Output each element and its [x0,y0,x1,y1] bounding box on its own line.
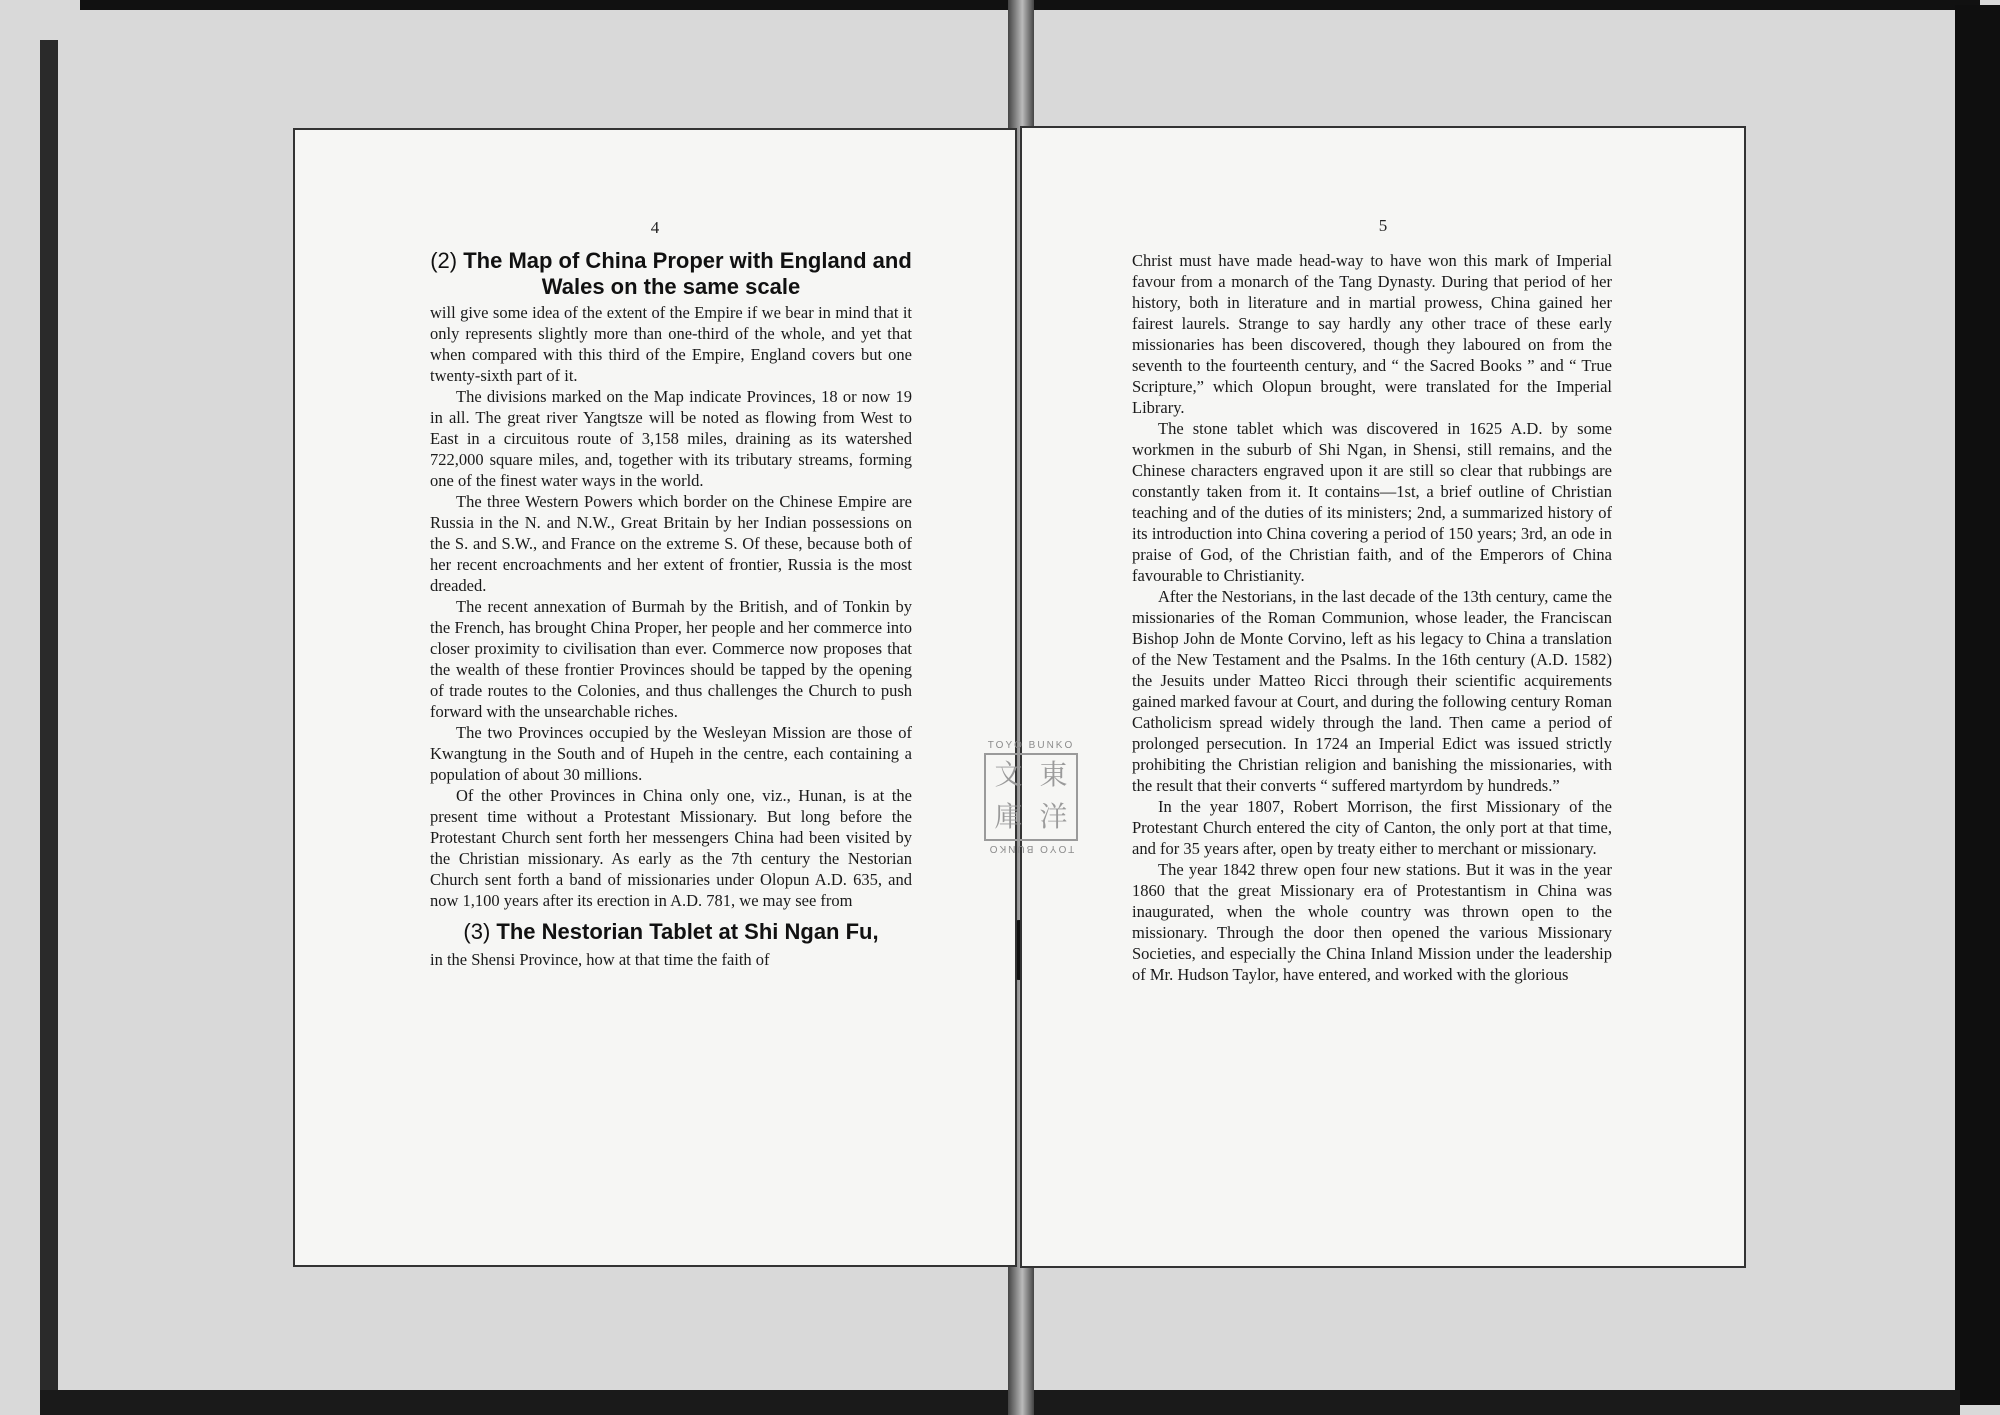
section-number: (2) [430,248,458,273]
section-heading-map [430,248,912,300]
left-page [295,130,1015,1265]
stamp-box [984,753,1078,841]
paragraph: in the Shensi Province, how at that time the faith of [430,950,770,969]
stamp-bottom-text: TOYO BUNKO [987,843,1075,854]
section-title: The Map of China Proper with England and Wales on the same scale [463,248,912,299]
stamp-char: 文 [994,758,1023,791]
stamp-char: 洋 [1039,800,1068,833]
stamp-char: 庫 [994,800,1023,833]
scan-border-left [40,40,58,1400]
stamp-top-text: TOYO BUNKO [987,740,1075,751]
paragraph: The year 1842 threw open four new stations. But it was in the year 1860 that the great Missionary era of Protestantism in China was inaugurated, when the whole country was thrown open to the missionary. Through the door then opened the various Missionary Societies, and especially the China Inland Mission under the leadership of Mr. Hudson Taylor, have entered, and worked with the glorious [1132,860,1612,984]
left-column [430,248,912,970]
stamp-char: 東 [1039,758,1068,791]
paragraph: Of the other Provinces in China only one, viz., Hunan, is at the present time without a Protestant Missionary. But long before the Protestant Church sent forth her messengers China had been visited by the Christian missionary. As early as the 7th century the Nestorian Church sent forth a band of missionaries under Olopun A.D. 635, and now 1,100 years after its erection in A.D. 781, we may see from [430,786,912,910]
page-number-left: 4 [650,218,660,237]
paragraph: The two Provinces occupied by the Wesleyan Mission are those of Kwangtung in the South and of Hupeh in the centre, each containing a population of about 30 millions. [430,723,912,784]
paragraph: will give some idea of the extent of the Empire if we bear in mind that it only represents slightly more than one-third of the whole, and yet that when compared with this third of the Empire, England covers but one twenty-sixth part of it. [430,303,912,385]
right-page [1022,128,1744,1266]
paragraph: In the year 1807, Robert Morrison, the first Missionary of the Protestant Church entered the city of Canton, the only port at that time, and for 35 years after, open by treaty either to merchant or missionary. [1132,797,1612,858]
paragraph: After the Nestorians, in the last decade of the 13th century, came the missionaries of the Roman Communion, whose leader, the Franciscan Bishop John de Monte Corvino, left as his legacy to China a translation of the New Testament and the Psalms. In the 16th century (A.D. 1582) the Jesuits under Matteo Ricci through their scientific acquirements gained marked favour at Court, and during the following century Roman Catholicism spread widely through the land. Then came a period of prolonged persecution. In 1724 an Imperial Edict was issued strictly prohibiting the Christian religion and banishing the missionaries, with the result that their converts “ suffered martyrdom by hundreds.” [1132,587,1612,795]
right-column [1132,250,1612,985]
page-number-right: 5 [1378,216,1388,235]
paragraph: Christ must have made head-way to have won this mark of Imperial favour from a monarch of the Tang Dynasty. During that period of her history, both in literature and in martial prowess, China gained her fairest laurels. Strange to say hardly any other trace of these early missionaries has been discovered, though they laboured on from the seventh to the fourteenth century, and “ the Sacred Books ” and “ True Scripture,” which Olopun brought, were translated for the Imperial Library. [1132,251,1612,417]
paragraph: The divisions marked on the Map indicate Provinces, 18 or now 19 in all. The great river Yangtsze will be noted as flowing from West to East in a circuitous route of 3,158 miles, draining as its watershed 722,000 square miles, and, together with its tributary streams, forming one of the finest water ways in the world. [430,387,912,490]
scan-border-right [1955,5,2000,1405]
paragraph: The stone tablet which was discovered in 1625 A.D. by some workmen in the suburb of Shi Ngan, in Shensi, still remains, and the Chinese characters engraved upon it are still so clear that rubbings are constantly taken from it. It contains—1st, a brief outline of Christian teaching and of the duties of its ministers; 2nd, a summarized history of its introduction into China covering a period of 150 years; 3rd, an ode in praise of God, of the Christian faith, and of the Emperors of China favourable to Christianity. [1132,419,1612,585]
paragraph: The recent annexation of Burmah by the British, and of Tonkin by the French, has brought China Proper, her people and her commerce into closer proximity to civilisation than ever. Commerce now proposes that the wealth of these frontier Provinces should be tapped by the opening of trade routes to the Colonies, and thus challenges the Church to push forward with the unsearchable riches. [430,597,912,721]
section-number: (3) [463,919,491,944]
section-title: The Nestorian Tablet at Shi Ngan Fu, [496,919,879,944]
section-heading-tablet [430,919,912,945]
paragraph: The three Western Powers which border on the Chinese Empire are Russia in the N. and N.W., Great Britain by her Indian possessions on the S. and S.W., and France on the extreme S. Of these, because both of her recent encroachments and her extent of frontier, Russia is the most dreaded. [430,492,912,595]
library-stamp [975,740,1087,854]
scan-border-bottom [40,1390,1960,1415]
